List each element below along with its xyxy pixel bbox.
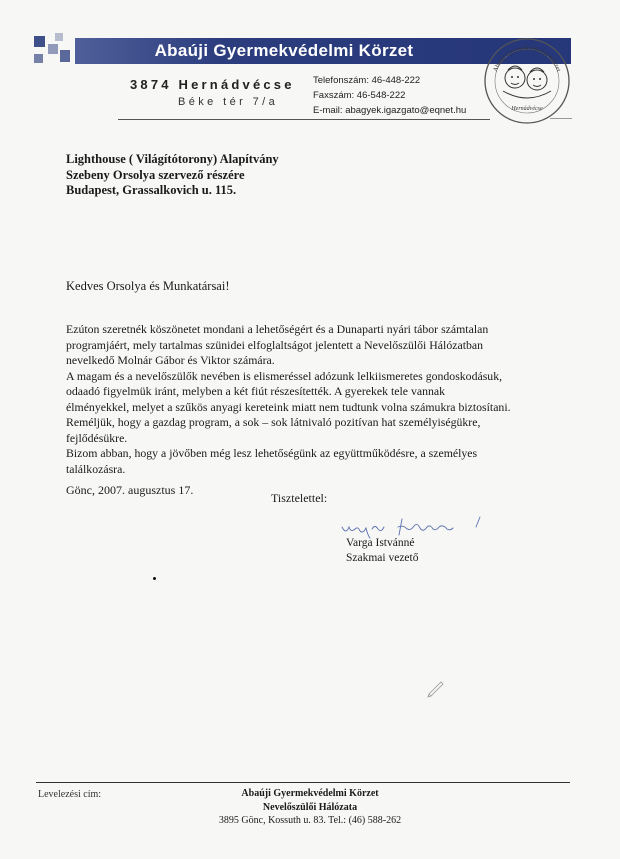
svg-text:Hernádvécse: Hernádvécse bbox=[511, 106, 543, 112]
organization-logo bbox=[481, 36, 573, 126]
footer-rule bbox=[36, 782, 570, 783]
footer-organization: Abaúji Gyermekvédelmi Körzet bbox=[241, 788, 379, 799]
date-line: Gönc, 2007. augusztus 17. bbox=[66, 483, 194, 497]
letterhead-street: 3874 Hernádvécse bbox=[130, 77, 295, 92]
body-line: programjáért, mely tartalmas szünidei elfoglaltságot jelentett a Nevelőszülői Hálózatban bbox=[66, 337, 483, 352]
letterhead-square bbox=[48, 44, 58, 54]
letterhead-email: E-mail: abagyek.igazgato@eqnet.hu bbox=[313, 105, 467, 116]
closing-greeting: Tisztelettel: bbox=[271, 491, 328, 505]
letterhead-phone: Telefonszám: 46-448-222 bbox=[313, 75, 421, 86]
letter-body bbox=[66, 322, 566, 477]
letterhead-square bbox=[34, 54, 43, 63]
signatory-title: Szakmai vezető bbox=[346, 552, 419, 564]
body-line: A magam és a nevelőszülők nevében is elismeréssel adózunk lelkiismeretes gondoskodásuk, bbox=[66, 368, 503, 383]
body-line: nevelkedő Molnár Gábor és Viktor számára. bbox=[66, 353, 275, 367]
recipient-attention: Szebeny Orsolya szervező részére bbox=[66, 167, 245, 182]
footer-address: 3895 Gönc, Kossuth u. 83. Tel.: (46) 588-262 bbox=[218, 815, 402, 826]
signatory-name: Varga Istvánné bbox=[346, 537, 415, 549]
body-line: fejlődésükre. bbox=[66, 430, 128, 445]
body-line: élményekkel, melyet a szűkös anyagi kereteink miatt nem tudtunk volna számukra biztosítani. bbox=[66, 399, 511, 414]
letterhead-fax: Faxszám: 46-548-222 bbox=[313, 90, 406, 101]
letterhead-square bbox=[55, 33, 63, 41]
body-line: Bizom abban, hogy a jövőben még lesz lehetőségünk az együttműködésre, a személyes bbox=[66, 446, 478, 460]
body-line: találkozásra. bbox=[66, 461, 126, 476]
recipient-address: Budapest, Grassalkovich u. 115. bbox=[66, 183, 237, 197]
ink-dot bbox=[153, 577, 156, 580]
svg-text:Abaúji Gyermekvédelmi Körzet: Abaúji Gyermekvédelmi Körzet bbox=[491, 44, 563, 73]
recipient-block bbox=[66, 152, 279, 199]
letterhead-square bbox=[34, 36, 45, 47]
body-line: Reméljük, hogy a gazdag program, a sok – sok látnivaló pozitívan hat személyiségükre, bbox=[66, 415, 481, 429]
footer-network: Nevelőszülői Hálózata bbox=[262, 801, 358, 813]
salutation: Kedves Orsolya és Munkatársai! bbox=[66, 279, 230, 293]
footer-address-block bbox=[160, 787, 460, 828]
letterhead-square bbox=[60, 50, 70, 62]
letterhead-banner: Abaúji Gyermekvédelmi Körzet bbox=[75, 38, 493, 64]
pen-mark-icon bbox=[425, 676, 447, 698]
body-line: odaadó figyelmük iránt, melyben a két fiút részesítették. A gyerekek tele vannak bbox=[66, 384, 446, 398]
recipient-organization: Lighthouse ( Világítótorony) Alapítvány bbox=[66, 152, 279, 166]
letterhead-address-detail: Béke tér 7/a bbox=[178, 96, 279, 108]
letterhead-rule bbox=[118, 119, 490, 120]
signatory-block bbox=[346, 536, 418, 566]
footer-label: Levelezési cím: bbox=[38, 789, 102, 800]
body-line: Ezúton szeretnék köszönetet mondani a lehetőségért és a Dunaparti nyári tábor számtalan bbox=[66, 322, 489, 336]
